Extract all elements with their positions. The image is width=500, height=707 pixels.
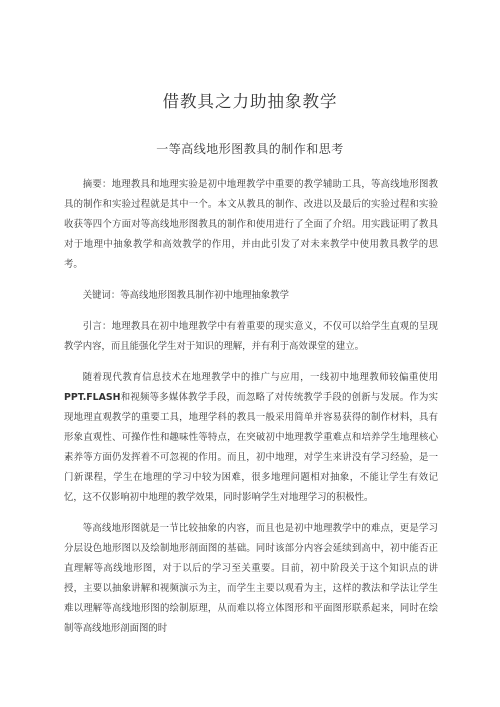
body-paragraph-2: 等高线地形图就是一节比较抽象的内容，而且也是初中地理教学中的难点，更是学习分层设色地形图以及绘制地形剖面图的基础。同时该部分内容会延续到高中，初中能否正直理解等高线地形图，对于以后的学习至关重要。目前，初中阶段关于这个知识点的讲授，主要以抽象讲解和视频演示为主，而学生主要以观看为主，这样的教法和学法让学生难以理解等高线地形图的绘制原理，从而难以将立体图形和平面图形联系起来，同时在绘制等高线地形剖面图的时 (64, 523, 438, 634)
body-paragraph-1 (64, 368, 438, 508)
paragraph1-text-before: 随着现代教育信息技术在地理教学中的推广与应用，一线初中地理教师较偏重使用 (82, 372, 438, 383)
introduction-paragraph: 引言：地理教具在初中地理教学中有着重要的现实意义，不仅可以给学生直观的呈现教学内容，而且能强化学生对于知识的理解，并有利于高效课堂的建立。 (64, 321, 438, 352)
document-subtitle: 一等高线地形图教具的制作和思考 (156, 142, 344, 156)
paragraph1-text-after: 和视频等多媒体教学手段，而忽略了对传统教学手段的创新与发展。作为实现地理直观教学的重要工具，地理学科的教具一般采用简单并容易获得的制作材料，具有形象直观性、可操作性和趣味性等特点，在突破初中地理教学重难点和培养学生地理核心素养等方面仍发挥着不可忽视的作用。而且，初中地理，对学生来讲没有学习经验，是一门新课程，学生在地理的学习中较为困难，很多地理问题相对抽象，不能让学生有效记忆，这不仅影响初中地理的教学效果，同时影响学生对地理学习的积极性。 (64, 392, 438, 503)
document-body (64, 175, 438, 650)
paragraph1-tech-term: PPT.FLASH (64, 392, 121, 403)
abstract-paragraph: 摘要：地理教具和地理实验是初中地理教学中重要的教学辅助工具，等高线地形图教具的制作和实验过程就是其中一个。本文从教具的制作、改进以及最后的实验过程和实验收获等四个方面对等高线地形图教具的制作和使用进行了全面了介绍。用实践证明了教具对于地理中抽象教学和高效教学的作用，并由此引发了对未来教学中使用教具教学的思考。 (64, 179, 438, 270)
keywords-paragraph: 关键词：等高线地形图教具制作初中地理抽象教学 (82, 290, 290, 301)
document-title: 借教具之力助抽象教学 (162, 92, 338, 111)
